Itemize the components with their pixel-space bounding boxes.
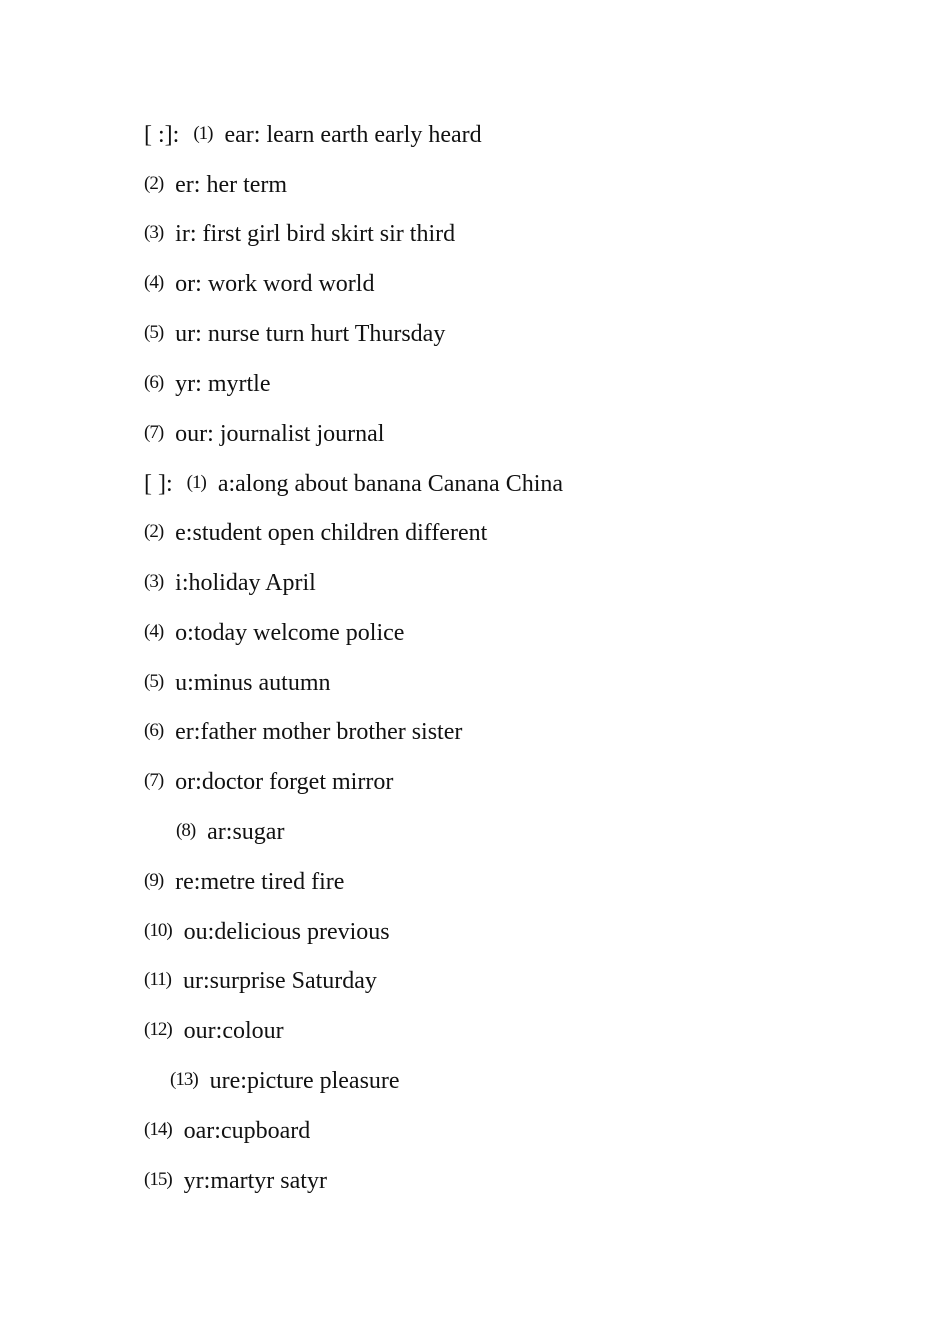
section-2-item-13 <box>170 1065 400 1095</box>
section-2-item-10 <box>144 916 390 946</box>
item-number: (1) <box>193 123 213 144</box>
item-text: our:colour <box>183 1018 284 1044</box>
item-text: e:student open children different <box>175 520 488 546</box>
section-2-item-9 <box>144 866 344 896</box>
section-2-item-5 <box>144 667 331 697</box>
section-2-item-7 <box>144 766 393 796</box>
section-1-item-6 <box>144 368 270 398</box>
item-text: yr: myrtle <box>175 371 271 397</box>
section-1-item-7 <box>144 418 384 448</box>
section-2-item-8 <box>176 816 284 846</box>
item-text: oar:cupboard <box>183 1118 311 1144</box>
section-1-item-4 <box>144 268 374 298</box>
item-number: (15) <box>144 1169 172 1190</box>
item-text: or: work word world <box>175 271 375 297</box>
item-number: (6) <box>144 372 164 393</box>
item-number: (11) <box>144 969 171 990</box>
section-2-item-12 <box>144 1015 284 1045</box>
item-number: (5) <box>144 671 164 692</box>
item-text: ou:delicious previous <box>183 919 390 945</box>
section-2-item-3 <box>144 567 316 597</box>
item-number: (12) <box>144 1019 172 1040</box>
section-1-item-2 <box>144 169 287 199</box>
item-text: er: her term <box>175 172 288 198</box>
item-text: yr:martyr satyr <box>183 1168 327 1194</box>
item-text: ear: learn earth early heard <box>224 122 482 148</box>
section-2-prefix: [ ]: <box>144 471 173 497</box>
item-number: (3) <box>144 222 164 243</box>
section-1-item-5 <box>144 318 445 348</box>
item-number: (2) <box>144 521 164 542</box>
item-number: (8) <box>176 820 196 841</box>
item-text: a:along about banana Canana China <box>217 471 564 497</box>
item-text: ar:sugar <box>207 819 285 845</box>
item-number: (10) <box>144 920 172 941</box>
item-text: ir: first girl bird skirt sir third <box>175 221 456 247</box>
item-number: (7) <box>144 422 164 443</box>
item-text: o:today welcome police <box>175 620 405 646</box>
item-text: ur: nurse turn hurt Thursday <box>175 321 446 347</box>
item-number: (2) <box>144 173 164 194</box>
item-text: ure:picture pleasure <box>209 1068 400 1094</box>
section-2-item-14 <box>144 1115 310 1145</box>
item-number: (5) <box>144 322 164 343</box>
item-text: or:doctor forget mirror <box>175 769 394 795</box>
item-text: u:minus autumn <box>175 670 331 696</box>
section-1-item-1 <box>144 119 482 149</box>
section-2-item-1 <box>144 468 563 498</box>
item-number: (3) <box>144 571 164 592</box>
section-2-item-6 <box>144 716 462 746</box>
item-number: (14) <box>144 1119 172 1140</box>
section-1-item-3 <box>144 218 455 248</box>
item-number: (1) <box>186 472 206 493</box>
item-text: er:father mother brother sister <box>175 719 463 745</box>
item-number: (4) <box>144 272 164 293</box>
item-number: (9) <box>144 870 164 891</box>
section-1-prefix: [ :]: <box>144 122 180 148</box>
item-text: re:metre tired fire <box>175 869 345 895</box>
item-number: (7) <box>144 770 164 791</box>
item-number: (6) <box>144 720 164 741</box>
section-2-item-15 <box>144 1165 327 1195</box>
section-2-item-2 <box>144 517 487 547</box>
section-2-item-11 <box>144 965 377 995</box>
item-number: (13) <box>170 1069 198 1090</box>
item-text: our: journalist journal <box>175 421 385 447</box>
item-number: (4) <box>144 621 164 642</box>
item-text: ur:surprise Saturday <box>182 968 377 994</box>
item-text: i:holiday April <box>175 570 316 596</box>
section-2-item-4 <box>144 617 404 647</box>
